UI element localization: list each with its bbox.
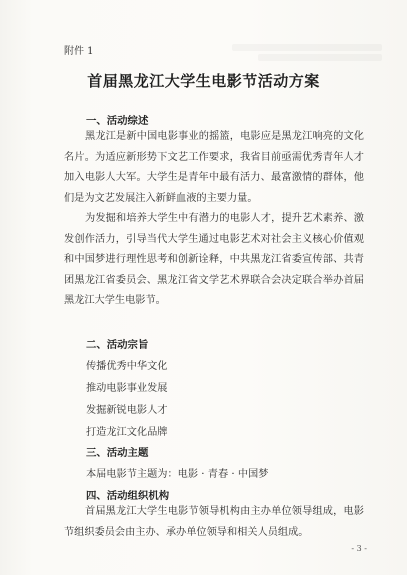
purpose-item: 发掘新锐电影人才 bbox=[86, 405, 168, 416]
document-title: 首届黑龙江大学生电影节活动方案 bbox=[87, 72, 320, 90]
overview-paragraph-2: 为发掘和培养大学生中有潜力的电影人才，提升艺术素养、激发创作活力，引导当代大学生通过电影艺术对社会主义核心价值观和中国梦进行理性思考和创新诠释，中共黑龙江省委宣传部、共青团黑龙江省委员会、黑龙江省文学艺术界联合会决定联合举办首届黑龙江大学生电影节。 bbox=[64, 213, 364, 306]
organization-paragraph: 首届黑龙江大学生电影节领导机构由主办单位领导组成，电影节组织委员会由主办、承办单位领导和相关人员组成。 bbox=[64, 506, 364, 538]
section-heading-theme: 三、活动主题 bbox=[86, 447, 149, 459]
bleed-through-line bbox=[258, 54, 382, 61]
purpose-item: 传播优秀中华文化 bbox=[86, 361, 168, 372]
section-heading-purpose: 二、活动宗旨 bbox=[86, 339, 149, 351]
section-heading-overview: 一、活动综述 bbox=[86, 115, 149, 127]
theme-text: 本届电影节主题为：电影 · 青春 · 中国梦 bbox=[86, 469, 269, 480]
purpose-item: 推动电影事业发展 bbox=[86, 383, 168, 394]
overview-paragraph-1: 黑龙江是新中国电影事业的摇篮，电影应是黑龙江响亮的文化名片。为适应新形势下文艺工作要求，我省目前亟需优秀青年人才加入电影人大军。大学生是青年中最有活力、最富激情的群体，他们是为文艺发展注入新鲜血液的主要力量。 bbox=[64, 131, 364, 204]
purpose-item: 打造龙江文化品牌 bbox=[86, 427, 168, 438]
bleed-through-line bbox=[232, 44, 382, 51]
page-number: - 3 - bbox=[351, 544, 367, 553]
attachment-label: 附件 1 bbox=[64, 46, 94, 57]
section-heading-organization: 四、活动组织机构 bbox=[86, 490, 170, 502]
